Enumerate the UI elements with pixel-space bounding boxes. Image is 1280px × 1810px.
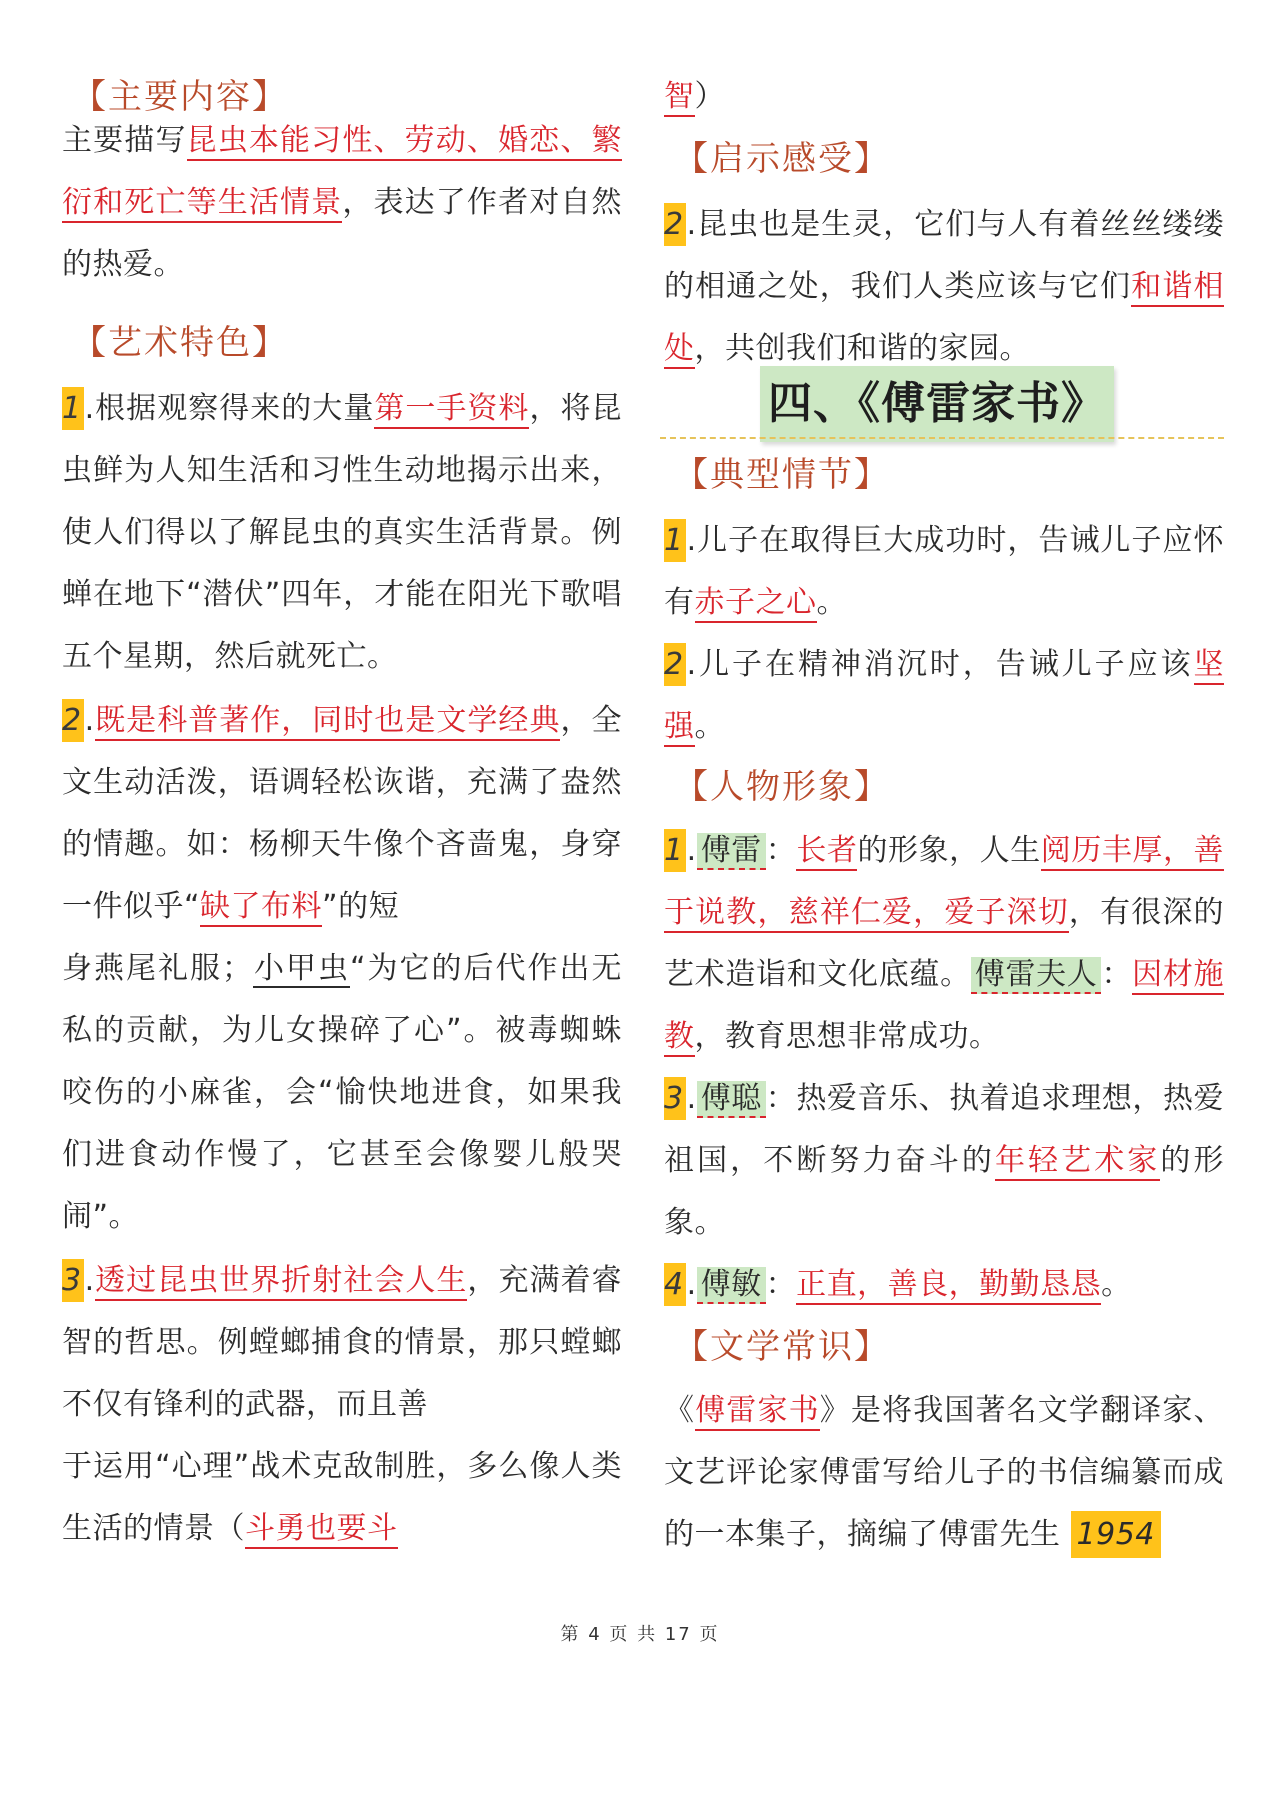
character-item4-dot: . [686,1267,697,1302]
art-item1-suffix: ，将昆虫鲜为人知生活和习性生动地揭示出来，使人们得以了解昆虫的真实生活背景。例蝉在地下“潜伏”四年，才能在阳光下歌唱五个星期，然后就死亡。 [62,391,622,674]
character-item1-text-3: ，教育思想非常成功。 [694,1019,1000,1054]
inspiration-highlight: 和谐相处 [664,269,1224,369]
main-content-highlight: 昆虫本能习性、劳动、婚恋、繁衍和死亡等生活情景 [62,123,622,223]
art-item3-highlight-2: 斗勇也要斗 [245,1511,398,1549]
character-item1-highlight-3: 因材施教 [664,957,1224,1057]
plot-item-1 [664,510,1224,634]
heading-literary-knowledge: 【文学常识】 [674,1327,890,1367]
character-item3-text-2: 的形象。 [664,1143,1224,1240]
character-item1-text-2: ，有很深的艺术造诣和文化底蕴。 [664,895,1225,992]
character-item3-highlight: 年轻艺术家 [995,1143,1160,1181]
art-item2-continuation: 身燕尾礼服； [62,951,253,986]
character-item-3 [664,1068,1224,1254]
plot-item1-text: .儿子在取得巨大成功时，告诫儿子应怀有 [664,523,1224,620]
character-item1-dot: . [686,833,697,868]
main-content-suffix: ，表达了作者对自然的热爱。 [62,185,623,282]
item-number-badge: 2 [62,699,84,742]
plot-item2-highlight: 坚强 [664,647,1224,747]
item-number-badge: 3 [664,1077,686,1120]
character-name-tag: 傅雷夫人 [971,957,1102,994]
continuation-highlight: 智 [664,79,695,117]
item-number-badge: 1 [62,387,84,430]
character-item3-text-1: ：热爱音乐、执着追求理想，热爱祖国，不断努力奋斗的 [664,1081,1225,1178]
item-number-badge: 2 [664,203,686,246]
character-item-4 [664,1254,1224,1316]
literary-year-badge: 1954 [1071,1511,1161,1558]
plot-item1-suffix: 。 [816,585,847,620]
art-item2-insect: 小甲虫 [252,951,350,986]
character-item4-highlight: 正直，善良，勤勤恳恳 [796,1267,1101,1305]
character-item1-highlight-1: 长者 [796,833,857,871]
art-item3-highlight: 透过昆虫世界折射社会人生 [95,1263,468,1301]
character-name-tag: 傅敏 [697,1267,766,1304]
item-number-badge: 1 [664,829,686,872]
item-number-badge: 4 [664,1263,686,1306]
inspiration-suffix: ，共创我们和谐的家园。 [694,331,1030,366]
main-content-prefix: 主要描写 [62,123,187,158]
previous-item-continuation [664,66,1224,128]
inspiration-paragraph [664,194,1224,380]
art-item2-highlight: 既是科普著作，同时也是文学经典 [95,703,561,741]
title-divider [660,437,1224,439]
item-number-badge: 2 [664,643,686,686]
art-item2-dot: . [84,703,95,738]
plot-item1-highlight: 赤子之心 [695,585,817,623]
art-item2-rest: “为它的后代作出无私的贡献，为儿女操碎了心”。被毒蜘蛛咬伤的小麻雀，会“愉快地进食，如果我们进食动作慢了，它甚至会像婴儿般哭闹”。 [62,951,623,1234]
art-item1-prefix: .根据观察得来的大量 [84,391,375,426]
character-item-1 [664,820,1224,1068]
art-feature-item-2-continued [62,938,622,1248]
character-item4-suffix: 。 [1101,1267,1132,1302]
item-number-badge: 1 [664,519,686,562]
section-title: 四、《傅雷家书》 [760,366,1114,442]
art-feature-item-3-continued [62,1436,622,1560]
character-name-tag: 傅聪 [697,1081,766,1118]
character-item1-colon: ： [765,833,797,868]
character-item4-colon: ： [765,1267,797,1302]
main-content-paragraph [62,110,622,296]
character-name-tag: 傅雷 [697,833,766,870]
literary-book-title: 傅雷家书 [695,1393,820,1431]
plot-item2-text: .儿子在精神消沉时，告诫儿子应该 [686,647,1194,682]
literary-paragraph [664,1380,1224,1566]
inspiration-text: .昆虫也是生灵，它们与人有着丝丝缕缕的相通之处，我们人类应该与它们 [664,207,1224,304]
art-item3-continuation: 于运用“心理”战术克敌制胜，多么像人类生活的情景（ [62,1449,622,1546]
art-item2-line-end: ”的短 [322,889,400,924]
continuation-suffix: ） [694,79,725,114]
art-item3-dot: . [84,1263,95,1298]
plot-item2-suffix: 。 [694,709,725,744]
literary-text: 》是将我国著名文学翻译家、文艺评论家傅雷写给儿子的书信编纂而成的一本集子，摘编了傅雷先生 [664,1393,1225,1552]
art-feature-item-2 [62,690,622,938]
art-item1-highlight: 第一手资料 [374,391,529,429]
heading-inspiration: 【启示感受】 [674,139,890,179]
heading-typical-plot: 【典型情节】 [674,455,890,495]
heading-main-content: 【主要内容】 [72,77,288,117]
art-item2-mid: ，全文生动活泼，语调轻松诙谐，充满了盎然的情趣。如：杨柳天牛像个吝啬鬼，身穿一件似乎“ [62,703,623,924]
plot-item-2 [664,634,1224,758]
art-item3-mid: ，充满着睿智的哲思。例螳螂捕食的情景，那只螳螂不仅有锋利的武器，而且善 [62,1263,623,1422]
character-item1-highlight-2: 阅历丰厚，善于说教，慈祥仁爱，爱子深切 [664,833,1224,933]
character-item3-dot: . [686,1081,697,1116]
literary-open-bracket: 《 [664,1393,696,1428]
art-feature-item-3 [62,1250,622,1436]
character-item1-colon-2: ： [1101,957,1133,992]
heading-characters: 【人物形象】 [674,767,890,807]
art-feature-item-1 [62,378,622,688]
art-item2-highlight-2: 缺了布料 [200,889,322,927]
character-item1-text-1: 的形象，人生 [857,833,1041,868]
page-number-footer: 第 4 页 共 17 页 [560,1624,720,1645]
heading-art-features: 【艺术特色】 [72,323,288,363]
item-number-badge: 3 [62,1259,84,1302]
